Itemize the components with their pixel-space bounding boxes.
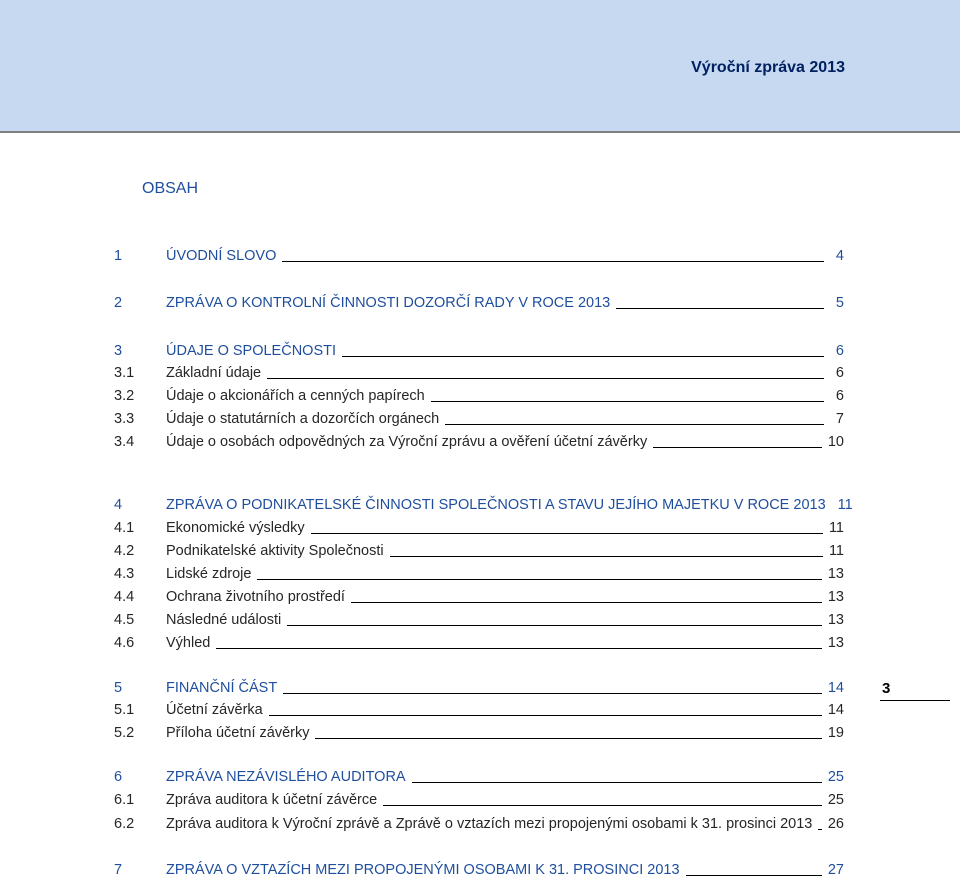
toc-leader-line [383, 804, 822, 806]
toc-entry[interactable] [114, 340, 844, 360]
toc-entry-title: ZPRÁVA O PODNIKATELSKÉ ČINNOSTI SPOLEČNOSTI A STAVU JEJÍHO MAJETKU V ROCE 2013 [166, 497, 826, 513]
toc-entry-number: 5.2 [114, 725, 135, 741]
toc-leader-line [283, 692, 822, 694]
toc-entry-number: 3.2 [114, 388, 135, 404]
toc-entry[interactable] [114, 362, 844, 382]
toc-entry[interactable] [114, 563, 844, 583]
toc-entry-number: 6 [114, 769, 123, 785]
toc-entry-number: 1 [114, 248, 123, 264]
toc-entry[interactable] [114, 385, 844, 405]
toc-entry[interactable] [114, 766, 844, 786]
toc-entry-page: 7 [835, 411, 844, 427]
toc-entry-page: 13 [827, 566, 844, 582]
toc-leader-line [653, 446, 822, 448]
toc-entry[interactable] [114, 245, 844, 265]
toc-leader-line [315, 737, 821, 739]
toc-entry-title: Následné události [166, 612, 282, 628]
toc-entry[interactable] [114, 517, 844, 537]
toc-entry-title: Údaje o osobách odpovědných za Výroční zprávu a ověření účetní závěrky [166, 434, 648, 450]
toc-entry-page: 13 [827, 612, 844, 628]
toc-entry[interactable] [114, 540, 844, 560]
toc-entry-number: 6.2 [114, 816, 135, 832]
toc-entry-title: Zpráva auditora k Výroční zprávě a Zprávě o vztazích mezi propojenými osobami k 31. prosinci 2013 [166, 816, 813, 832]
toc-entry-number: 4.2 [114, 543, 135, 559]
toc-entry[interactable] [114, 431, 844, 451]
toc-entry[interactable] [114, 609, 844, 629]
toc-entry-page: 27 [827, 862, 844, 878]
toc-entry-number: 3 [114, 343, 123, 359]
toc-entry-title: Údaje o statutárních a dozorčích orgánech [166, 411, 440, 427]
toc-entry-number: 4.5 [114, 612, 135, 628]
header-title: Výroční zpráva 2013 [691, 59, 845, 76]
page-header [0, 0, 960, 131]
toc-entry-page: 14 [827, 702, 844, 718]
toc-leader-line [412, 781, 822, 783]
toc-title: OBSAH [142, 180, 199, 197]
toc-entry-title: Účetní závěrka [166, 702, 263, 718]
toc-leader-line [431, 400, 824, 402]
toc-entry-number: 3.1 [114, 365, 135, 381]
toc-entry-page: 13 [827, 589, 844, 605]
toc-entry-number: 4.3 [114, 566, 135, 582]
toc-entry-page: 4 [835, 248, 844, 264]
toc-entry-title: ZPRÁVA NEZÁVISLÉHO AUDITORA [166, 769, 406, 785]
toc-leader-line [818, 828, 821, 830]
toc-entry-page: 6 [835, 365, 844, 381]
toc-leader-line [287, 624, 822, 626]
toc-entry-page: 25 [827, 792, 844, 808]
toc-entry-page: 14 [827, 680, 844, 696]
toc-entry-number: 4.1 [114, 520, 135, 536]
toc-entry-title: Lidské zdroje [166, 566, 252, 582]
toc-entry-page: 6 [835, 343, 844, 359]
toc-entry-number: 6.1 [114, 792, 135, 808]
toc-leader-line [390, 555, 823, 557]
toc-entry-title: Zpráva auditora k účetní závěrce [166, 792, 378, 808]
toc-leader-line [269, 714, 822, 716]
toc-entry[interactable] [114, 677, 844, 697]
toc-entry-title: Výhled [166, 635, 211, 651]
toc-entry-title: Podnikatelské aktivity Společnosti [166, 543, 384, 559]
toc-entry[interactable] [114, 722, 844, 742]
toc-entry[interactable] [114, 292, 844, 312]
toc-entry-title: ÚDAJE O SPOLEČNOSTI [166, 343, 337, 359]
toc-entry-number: 5.1 [114, 702, 135, 718]
toc-leader-line [267, 377, 824, 379]
toc-entry[interactable] [114, 813, 844, 833]
toc-entry[interactable] [114, 494, 853, 514]
toc-entry-number: 4.4 [114, 589, 135, 605]
toc-entry[interactable] [114, 408, 844, 428]
toc-entry-title: ZPRÁVA O VZTAZÍCH MEZI PROPOJENÝMI OSOBAMI K 31. PROSINCI 2013 [166, 862, 680, 878]
toc-entry-number: 7 [114, 862, 123, 878]
toc-entry-number: 3.3 [114, 411, 135, 427]
toc-entry-title: Ochrana životního prostředí [166, 589, 345, 605]
toc-entry-title: Ekonomické výsledky [166, 520, 305, 536]
toc-entry-page: 10 [827, 434, 844, 450]
toc-entry-page: 11 [828, 543, 844, 559]
toc-entry[interactable] [114, 699, 844, 719]
toc-entry-page: 26 [827, 816, 844, 832]
toc-entry-title: ÚVODNÍ SLOVO [166, 248, 277, 264]
toc-entry-title: ZPRÁVA O KONTROLNÍ ČINNOSTI DOZORČÍ RADY V ROCE 2013 [166, 295, 611, 311]
page-number-rule [880, 700, 950, 701]
toc-entry[interactable] [114, 632, 844, 652]
toc-entry-page: 11 [828, 520, 844, 536]
toc-leader-line [351, 601, 822, 603]
toc-entry-title: FINANČNÍ ČÁST [166, 680, 278, 696]
toc-entry-page: 5 [835, 295, 844, 311]
toc-leader-line [445, 423, 824, 425]
toc-leader-line [342, 355, 824, 357]
toc-leader-line [616, 307, 824, 309]
toc-entry[interactable] [114, 859, 844, 879]
toc-entry-page: 13 [827, 635, 844, 651]
toc-entry-number: 4.6 [114, 635, 135, 651]
toc-leader-line [686, 874, 822, 876]
toc-entry-number: 5 [114, 680, 123, 696]
toc-entry-title: Příloha účetní závěrky [166, 725, 310, 741]
toc-leader-line [282, 260, 824, 262]
toc-entry[interactable] [114, 586, 844, 606]
toc-entry-title: Údaje o akcionářích a cenných papírech [166, 388, 425, 404]
toc-entry[interactable] [114, 789, 844, 809]
toc-entry-title: Základní údaje [166, 365, 262, 381]
toc-entry-page: 25 [827, 769, 844, 785]
toc-entry-page: 6 [835, 388, 844, 404]
toc-entry-number: 2 [114, 295, 123, 311]
toc-entry-page: 11 [837, 497, 853, 513]
toc-entry-page: 19 [827, 725, 844, 741]
toc-leader-line [311, 532, 823, 534]
toc-leader-line [257, 578, 821, 580]
toc-entry-number: 4 [114, 497, 123, 513]
toc-entry-number: 3.4 [114, 434, 135, 450]
toc-leader-line [216, 647, 822, 649]
page-number: 3 [882, 680, 891, 697]
header-divider [0, 131, 960, 133]
